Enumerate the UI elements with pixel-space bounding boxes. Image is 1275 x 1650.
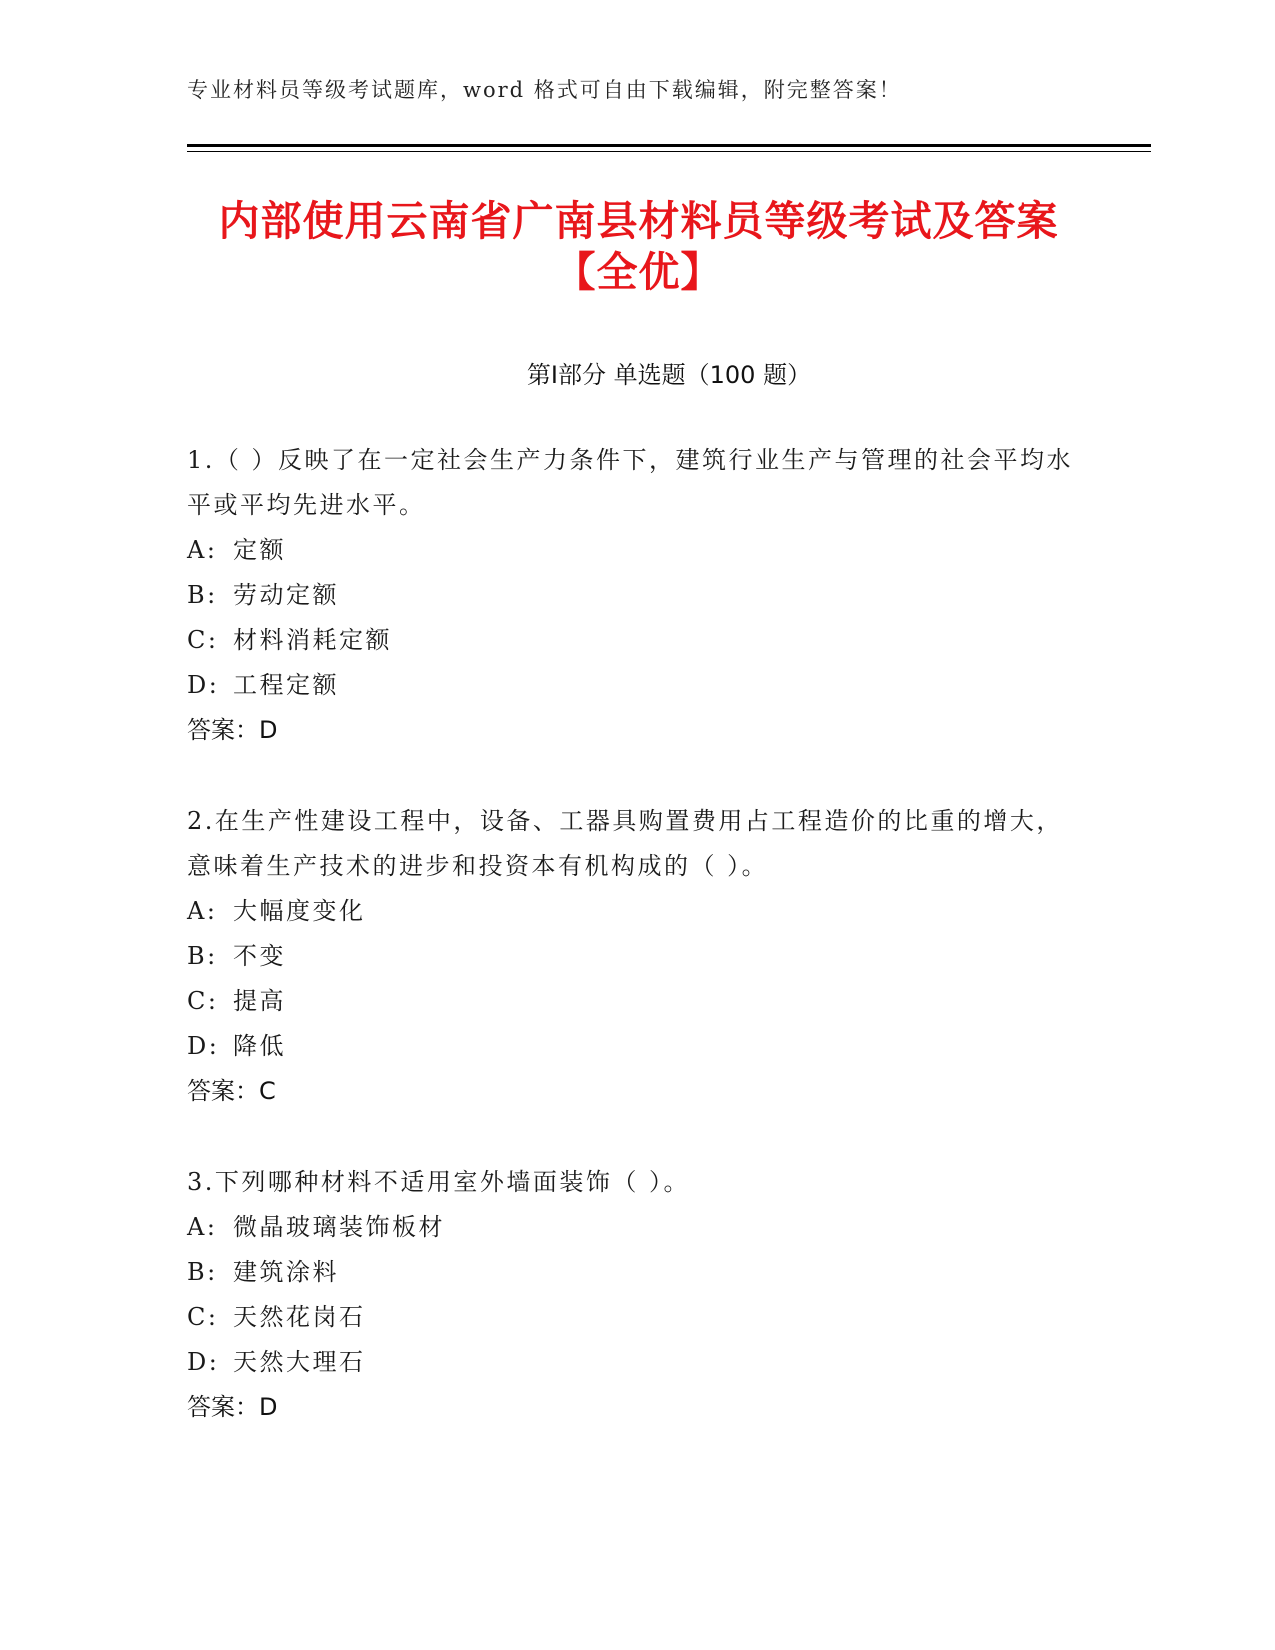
question-1-text — [187, 438, 1087, 528]
option-key: B: — [187, 942, 218, 970]
header-note: 专业材料员等级考试题库，word 格式可自由下载编辑，附完整答案！ — [187, 78, 902, 102]
question-3 — [187, 1160, 1087, 1430]
option-key: B: — [187, 1258, 218, 1286]
option-key: D: — [187, 671, 220, 699]
option-c — [187, 1295, 1087, 1340]
option-b — [187, 934, 1087, 979]
question-1 — [187, 438, 1087, 753]
option-key: D: — [187, 1348, 220, 1376]
option-text: 不变 — [233, 942, 286, 970]
header-divider-thin — [187, 151, 1151, 152]
option-text: 工程定额 — [233, 671, 339, 699]
option-d — [187, 1024, 1087, 1069]
option-text: 天然花岗石 — [233, 1303, 366, 1331]
option-key: A: — [187, 897, 218, 925]
question-number: 1. — [187, 446, 215, 474]
option-text: 劳动定额 — [233, 581, 339, 609]
option-key: C: — [187, 1303, 219, 1331]
option-b — [187, 573, 1087, 618]
option-key: A: — [187, 536, 218, 564]
option-text: 天然大理石 — [233, 1348, 366, 1376]
question-stem: 在生产性建设工程中，设备、工器具购置费用占工程造价的比重的增大，意味着生产技术的进步和投资本有机构成的（ ）。 — [187, 807, 1063, 880]
option-a — [187, 528, 1087, 573]
question-2-text — [187, 799, 1087, 889]
option-d — [187, 1340, 1087, 1385]
question-stem: 下列哪种材料不适用室外墙面装饰（ ）。 — [214, 1168, 691, 1196]
option-text: 降低 — [233, 1032, 286, 1060]
section-heading: 第Ⅰ部分 单选题（100 题） — [526, 361, 812, 389]
option-key: D: — [187, 1032, 220, 1060]
question-3-text — [187, 1160, 1087, 1205]
answer-line: 答案：C — [187, 1077, 276, 1105]
answer-line: 答案：D — [187, 1393, 278, 1421]
option-text: 定额 — [233, 536, 286, 564]
option-text: 大幅度变化 — [233, 897, 366, 925]
question-list — [187, 438, 1087, 1476]
question-2 — [187, 799, 1087, 1114]
option-key: A: — [187, 1213, 218, 1241]
option-a — [187, 889, 1087, 934]
option-text: 提高 — [233, 987, 286, 1015]
option-c — [187, 979, 1087, 1024]
option-key: C: — [187, 987, 219, 1015]
option-a — [187, 1205, 1087, 1250]
option-key: C: — [187, 626, 219, 654]
question-number: 3. — [187, 1168, 215, 1196]
option-text: 建筑涂料 — [233, 1258, 339, 1286]
header-divider-thick — [187, 144, 1151, 147]
document-title: 内部使用云南省广南县材料员等级考试及答案【全优】 — [218, 197, 1059, 296]
option-d — [187, 663, 1087, 708]
option-text: 材料消耗定额 — [233, 626, 392, 654]
option-key: B: — [187, 581, 218, 609]
question-stem: （ ）反映了在一定社会生产力条件下，建筑行业生产与管理的社会平均水平或平均先进水平。 — [187, 446, 1074, 519]
option-b — [187, 1250, 1087, 1295]
option-c — [187, 618, 1087, 663]
option-text: 微晶玻璃装饰板材 — [233, 1213, 445, 1241]
answer-line: 答案：D — [187, 716, 278, 744]
question-number: 2. — [187, 807, 215, 835]
